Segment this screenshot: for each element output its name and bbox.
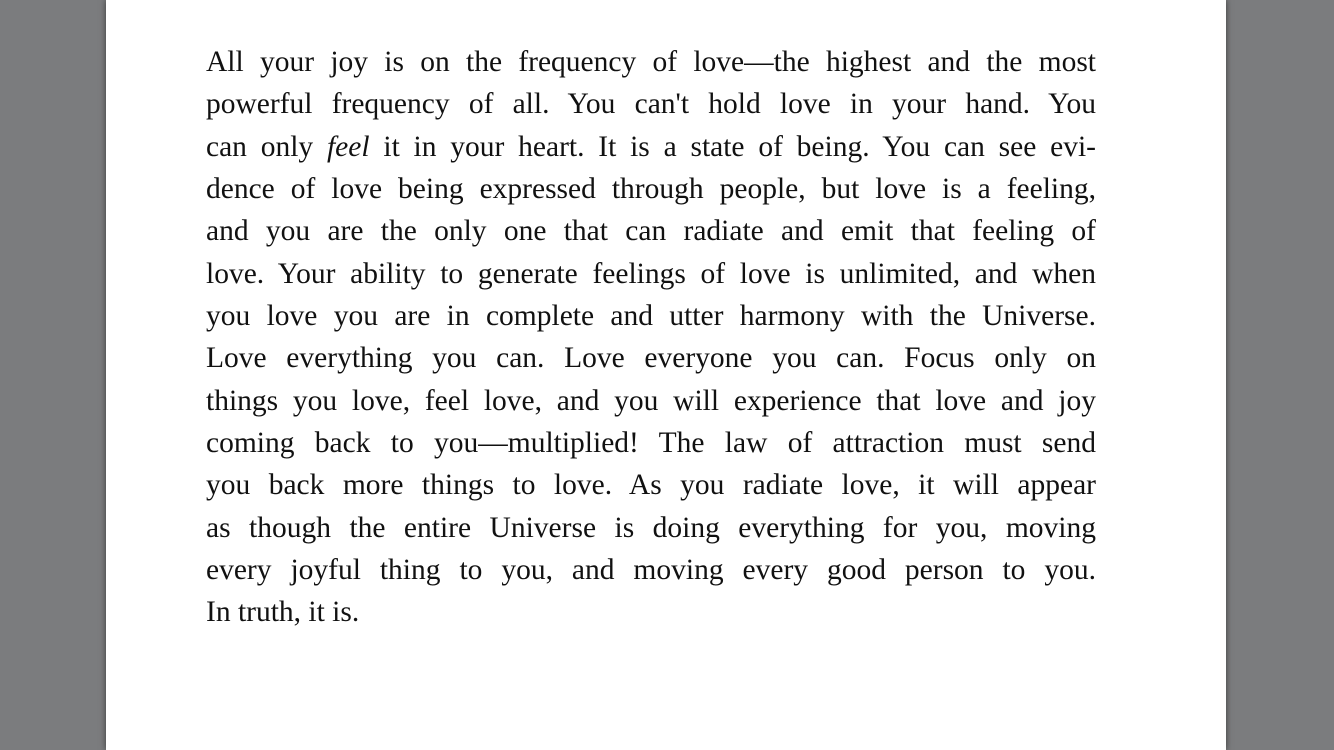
- text-line: every joyful thing to you, and moving every good person to you.: [206, 554, 1096, 587]
- book-page[interactable]: [106, 0, 1226, 750]
- text-line: coming back to you—multiplied! The law of attraction must send: [206, 427, 1096, 460]
- text-line: as though the entire Universe is doing everything for you, moving: [206, 511, 1096, 544]
- italic-emphasis: feel: [326, 130, 370, 163]
- text-segment: can only: [206, 130, 327, 163]
- text-line: love. Your ability to generate feelings of love is unlimited, and when: [206, 257, 1096, 290]
- text-line: powerful frequency of all. You can't hold love in your hand. You: [206, 88, 1096, 121]
- text-line: All your joy is on the frequency of love—the highest and the most: [206, 46, 1096, 78]
- text-line-last: In truth, it is.: [206, 596, 360, 629]
- text-line: and you are the only one that can radiate and emit that feeling of: [206, 215, 1096, 248]
- text-line: [206, 126, 1096, 168]
- text-line: things you love, feel love, and you will experience that love and joy: [206, 384, 1096, 417]
- text-line: Love everything you can. Love everyone you can. Focus only on: [206, 342, 1096, 375]
- text-line: you love you are in complete and utter harmony with the Universe.: [206, 300, 1096, 333]
- text-line: dence of love being expressed through people, but love is a feeling,: [206, 173, 1096, 206]
- text-line: you back more things to love. As you radiate love, it will appear: [206, 469, 1096, 502]
- body-paragraph: [206, 41, 1096, 634]
- text-segment: it in your heart. It is a state of being. You can see evi-: [369, 130, 1096, 163]
